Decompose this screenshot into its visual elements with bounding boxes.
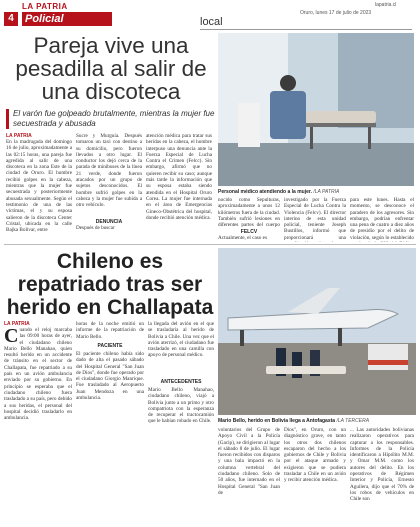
story1-col4b-text: Actualmente, el caso es (218, 235, 267, 241)
story1-col3-text: atención médica para tratar sus heridas en la cabeza, el hombre interpuso una denuncia ante la Fuerza Especial de Lucha Contra el Crimen (Felcc). Sin embargo, afirmó que no quieren recibir su caso; aunque más tarde la información que su esposa estaba siendo atendida en el Hospital Oruro Corea. La mujer fue internada en el área de Emergencias Gineco-Obstétrica del hospital, donde recibió atención médica. (146, 133, 212, 221)
story2-caption-text: Mario Bello, herido en Bolivia llega a Antofagasta (218, 418, 336, 424)
story-divider (4, 244, 416, 245)
story1-title: Pareja vive una pesadilla al salir de una discoteca (15, 33, 207, 104)
story1-col6-text: para este lunes. Hasta el momento, se desconoce el paradero de los agresores. Sin embargo, podrían enfrentar una pena de cuatro a diez años de presidio por el delito de violación, según lo establecido (350, 197, 414, 241)
story1-photo-caption (218, 189, 414, 195)
story1-felcv-head: FELCV (240, 229, 258, 235)
story1-col4-text: nocido como Sepulturas, aproximadamente a unos 12 kilómetros fuera de la ciudad. También sufrió lesiones en diferentes partes del cuerpo (218, 197, 280, 227)
story2-col1-text (4, 327, 72, 517)
story2-col6 (350, 427, 414, 525)
story2-col3-text: la llegada del avión en el que se trasladaría al herido de Bolivia a Chile. Una vez que el avión aterrizó, el ciudadano fue trasladado en una camilla con apoyo de personal médico. (148, 321, 214, 359)
story1-photo (218, 33, 414, 186)
story2-col1 (4, 321, 72, 517)
story2-col2b-text: El paciente chileno había sido dado de alta el pasado sábado del Hospital General "San Juan de Dios", donde fue operado por el ciudadano Giorgio Manrique. Fue trasladado al Aeropuerto Juan Mendoza en una ambulancia. (76, 351, 144, 402)
section-label: Policial (22, 12, 112, 26)
story1-caption-text: Personal médico atendiendo a la mujer. (218, 189, 312, 195)
story2-col5-text: Dios", en Oruro, con un diagnóstico grave, en tanto los otros dos chilenos escaparon del hecho a los gobiernos de Chile y Bolivia por el ataque armado y exigieron que se pudiera trasladar a Chile en un avión y recibir atención médica. (284, 427, 346, 484)
story2-caption-credit: /LA TERCERA (336, 418, 370, 424)
story1-subtitle: El varón fue golpeado brutalmente, mientras la mujer fue secuestrada y abusada (6, 109, 216, 129)
story1-col5-text: investigado por la Fuerza Especial de Lucha Contra la Violencia (Felcv). El director interino de esta unidad policial, teniente Joseph Bustillos, informó que proporcionará una (284, 197, 346, 241)
story2-antecedentes-head: ANTECEDENTES (160, 379, 202, 385)
story1-col2-text: Sucre y Murguía. Después tomaron un taxi con destino a su domicilio, pero fueron llevados a otro lugar. El conductor los dejó cerca de la parada de minibuses de la línea 21 verde, donde fueron atacados por un grupo de sujetos desconocidos. El hombre sufrió golpes en la cabeza y la mujer fue subida a otro vehículo. (76, 133, 142, 209)
brand-small: lapatria.cl (375, 2, 397, 8)
story2-col2-text: horas de la noche emitió un informe de la repatriación de Mario Bello. (76, 321, 144, 340)
story1-col2 (76, 133, 142, 233)
story2-col4 (218, 427, 280, 525)
story2-title: Chileno es repatriado tras ser herido en Challapata (6, 250, 214, 319)
story2-col3b-text: Mario Bello Manahao, ciudadano chileno, viajó a Bolivia junto a un primo y otro compatriota con la esperanza de recuperar el tractocamión que le habían robado en Chile. (148, 387, 214, 425)
story2-photo-caption (218, 418, 416, 424)
story1-dateline: LA PATRIA (6, 133, 32, 139)
story2-col5 (284, 427, 346, 525)
story2-paciente-head: PACIENTE (97, 343, 123, 349)
story1-col6 (350, 197, 414, 242)
story1-col5 (284, 197, 346, 242)
story1-caption-credit: /LA PATRIA (313, 189, 340, 195)
page-number: 4 (4, 12, 18, 26)
story2-col6-text: ... Las autoridades bolivianas realizaron operativos para capturar a los responsables. Informes de la Policía identificaron a Hipólito M.M. y Omar M.M. como los autores del delito. En los operativos de Régimen Interior y Policía, Ernesto Aguilera, dijo que el 70% de los robos de vehículos en Chile son (350, 427, 414, 503)
story2-col2 (76, 321, 144, 513)
story1-denuncia-head: DENUNCIA (95, 219, 123, 225)
story1-col4 (218, 197, 280, 243)
story2-photo (218, 248, 416, 415)
newspaper-brand: LA PATRIA (22, 2, 68, 11)
story1-col2b-text: Después de buscar (76, 225, 115, 231)
header-rule (200, 29, 412, 30)
story1-col1-text: En la madrugada del domingo 16 de julio, aproximadamente a las 02:15 horas, una pareja fue agredida al salir de una discoteca en la zona Este de la ciudad de Oruro. El hombre recibió golpes en la cabeza, mientras que la mujer fue secuestrada y posteriormente abusada sexualmente. Según el testimonio de una de las víctimas, el y su esposa salieron de la discoteca Center Cristal, ubicada en la calle Bajka Bolívar, entre (6, 139, 72, 234)
issue-date: Oruro, lunes 17 de julio de 2023 (300, 10, 372, 16)
story1-col1 (6, 133, 72, 239)
story2-col1-body: uando el reloj marcaba las 09:00 horas de ayer, el ciudadano chileno Mario Bello Manahao, quien resultó herido en un accidente de tránsito en el sector de Challapata, fue repatriado a su país en un avión ambulancia enviado por su gobierno. En principio se esperaba que el ciudadano chileno fuera trasladado a su país, pero debido a sus heridas, el personal del hospital decidió trasladarlo en ambulancia. (4, 327, 72, 422)
story2-col4-text: voluntarios del Grupo de Apoyo Civil a la Policía (Gacip), se dirigieron al lugar el sábado 8 de julio. El lugar fueron recibidos con disparos y una bala impactó en la columna vertebral del ciudadano chileno. Solo de 50 años, fue internado en el Hospital General "San Juan de (218, 427, 280, 496)
story1-col3 (146, 133, 212, 239)
story2-dropcap: C (4, 327, 19, 347)
story2-dateline: LA PATRIA (4, 321, 30, 327)
deck-label: local (200, 16, 223, 28)
story2-col3 (148, 321, 214, 509)
